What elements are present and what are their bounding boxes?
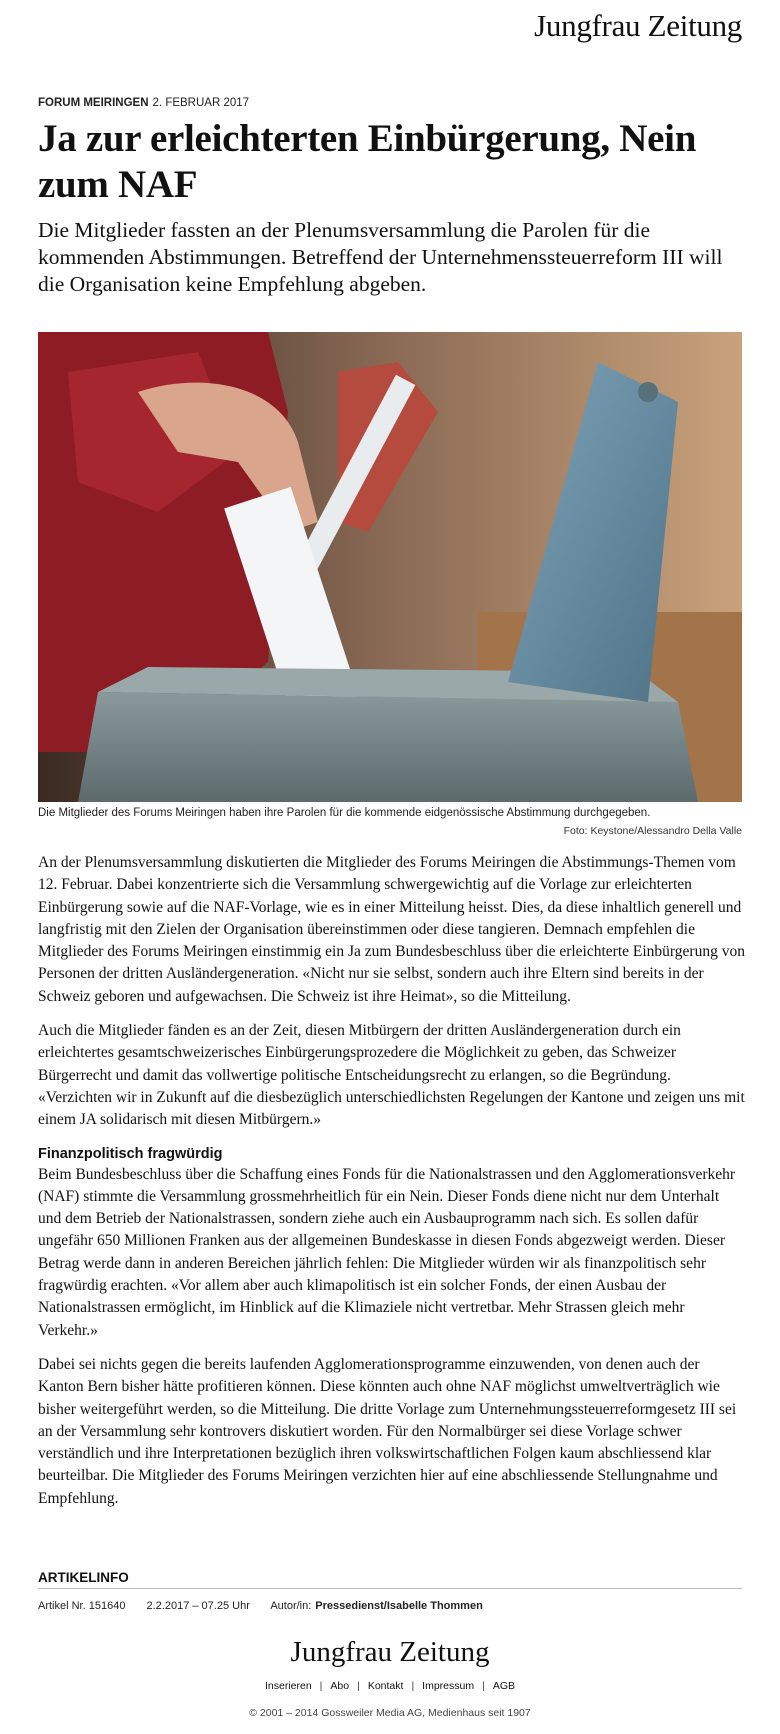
footer-link-impressum[interactable]: Impressum — [422, 1680, 475, 1692]
article-paragraph: Dabei sei nichts gegen die bereits laufenden Agglomerationsprogramme einzuwenden, von denen auch der Kanton Bern bisher hätte profitieren können. Diese könnten auch ohne NAF möglichst umweltverträglich wie bisher weitergeführt werden, so die Mitteilung. Die dritte Vorlage zum Unternehmungssteuerreformgesetz III sei an der Versammlung sehr kontrovers diskutiert worden. Für den Normalbürger sei diese Vorlage schwer verständlich und ihre Interpretationen bezüglich ihren volkswirtschaftlichen Folgen kaum abschliessend klar beurteilbar. Die Mitglieder des Forums Meiringen verzichten hier auf eine abschliessende Stellungnahme und Empfehlung. — [38, 1355, 737, 1507]
site-logo[interactable]: Jungfrau Zeitung — [534, 8, 742, 43]
article-body — [38, 852, 746, 1522]
footer-link-agb[interactable]: AGB — [492, 1680, 516, 1692]
footer-separator: | — [482, 1680, 485, 1692]
footer-nav — [0, 1680, 780, 1692]
article-meta — [38, 97, 249, 109]
article-number: Artikel Nr. 151640 — [38, 1600, 126, 1612]
footer-separator: | — [411, 1680, 415, 1692]
footer-link-kontakt[interactable]: Kontakt — [367, 1680, 404, 1692]
footer-link-inserieren[interactable]: Inserieren — [264, 1680, 312, 1692]
article-title: Ja zur erleichterten Einbürgerung, Nein zum NAF — [38, 117, 697, 206]
footer-separator: | — [319, 1680, 323, 1692]
article-paragraph: Auch die Mitglieder fänden es an der Zeit, diesen Mitbürgern der dritten Ausländergeneration durch ein erleichtertes gesamtschweizerisches Einbürgerungsprozedere die Möglichkeit zu geben, das Schweizer Bürgerrecht und damit das vollwertige politische Entscheidungsrecht zu erlangen, so die Begründung. «Verzichten wir in Zukunft auf die diesbezüglich unterschiedlichsten Regelungen der Kantone und zeigen uns mit einem JA solidarisch mit diesen Mitbürgern.» — [38, 1022, 745, 1129]
article-info-heading: ARTIKELINFO — [38, 1570, 742, 1589]
image-credit: Foto: Keystone/Alessandro Della Valle — [563, 825, 742, 837]
article-lead: Die Mitglieder fassten an der Plenumsversammlung die Parolen für die kommenden Abstimmungen. Betreffend der Unternehmenssteuerreform III will die Organisation keine Empfehlung abgeben. — [38, 218, 723, 296]
copyright: © 2001 – 2014 Gossweiler Media AG, Medienhaus seit 1907 — [249, 1707, 531, 1719]
article-datetime: 2.2.2017 – 07.25 Uhr — [146, 1600, 250, 1612]
footer-logo[interactable]: Jungfrau Zeitung — [290, 1636, 490, 1668]
footer-link-abo[interactable]: Abo — [330, 1680, 350, 1692]
article-date: 2. FEBRUAR 2017 — [152, 97, 250, 109]
author-label: Autor/in: — [270, 1600, 312, 1612]
article-photo — [38, 332, 742, 802]
article-author[interactable]: Pressedienst/Isabelle Thommen — [315, 1600, 483, 1612]
article-location: FORUM MEIRINGEN — [38, 97, 149, 109]
article-info-row — [38, 1600, 501, 1612]
article-subheading: Finanzpolitisch fragwürdig — [38, 1145, 223, 1162]
footer-separator: | — [357, 1680, 360, 1692]
article-paragraph: An der Plenumsversammlung diskutierten die Mitglieder des Forums Meiringen die Abstimmungs-Themen vom 12. Februar. Dabei konzentrierte sich die Versammlung schwergewichtig auf die Vorlage zur erleichterten Einbürgerung sowie auf die NAF-Vorlage, wie es in einer Mitteilung heisst. Dies, da diese inhaltlich generell und langfristig mit den Zielen der Organisation übereinstimmen oder diese tangieren. Demnach empfehlen die Mitglieder des Forums Meiringen einstimmig ein Ja zum Bundesbeschluss über die erleichterte Einbürgerung von Personen der dritten Ausländergeneration. «Nicht nur sie selbst, sondern auch ihre Eltern sind bereits in der Schweiz geboren und aufgewachsen. Die Schweiz ist ihre Heimat», so die Mitteilung. — [38, 854, 745, 1005]
article-paragraph: Beim Bundesbeschluss über die Schaffung eines Fonds für die Nationalstrassen und den Agglomerationsverkehr (NAF) stimmte die Versammlung grossmehrheitlich für ein Nein. Dieser Fonds diene nicht nur dem Unterhalt und dem Betrieb der Nationalstrassen, sondern ziehe auch ein Ausbauprogramm nach sich. Es sollen dafür ungefähr 650 Millionen Franken aus der allgemeinen Bundeskasse in diesen Fonds abgezweigt werden. Dieser Betrag werde dann in anderen Bereichen jährlich fehlen: Die Mitglieder würden wir als finanzpolitisch sehr fragwürdig erachten. «Vor allem aber auch klimapolitisch ist ein solcher Fonds, der einen Ausbau der Nationalstrassen ermöglicht, im Hinblick auf die Klimaziele nicht vertretbar. Mehr Strassen gleich mehr Verkehr.» — [38, 1165, 736, 1339]
image-caption: Die Mitglieder des Forums Meiringen haben ihre Parolen für die kommende eidgenössische Abstimmung durchgegeben. — [38, 807, 651, 819]
